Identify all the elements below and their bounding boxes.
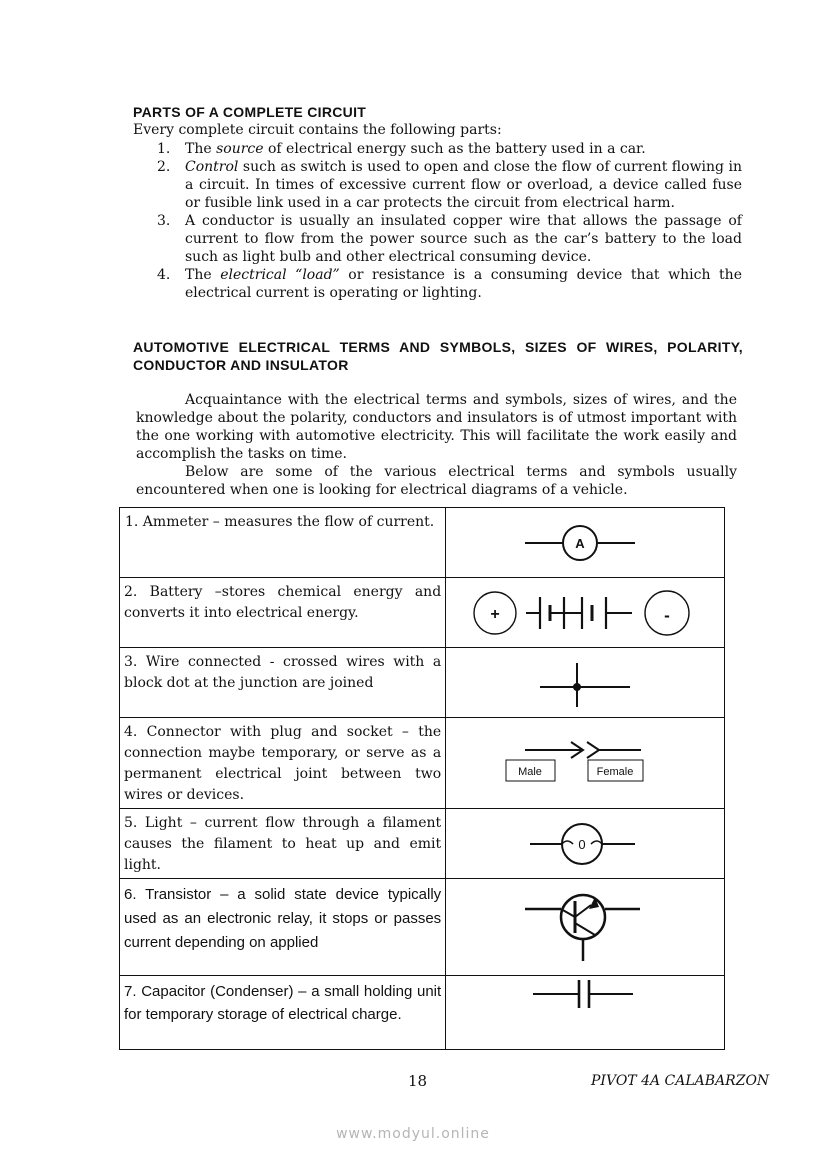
paragraph: Below are some of the various electrical terms and symbols usually encountered when one is looking for electrical diagrams of a vehicle. [136, 464, 737, 498]
symbol-cell [446, 648, 725, 718]
symbol-cell [446, 578, 725, 648]
list-item: 4. The electrical “load” or resistance is a consuming device that which the electrical current is operating or lighting. [157, 267, 742, 301]
symbol-cell [446, 879, 725, 976]
transistor-icon [505, 887, 665, 967]
parts-list [157, 140, 742, 302]
symbol-cell [446, 718, 725, 809]
term-description: 4. Connector with plug and socket – the connection maybe temporary, or serve as a permanent electrical joint between two wires or devices. [120, 718, 446, 809]
capacitor-icon [505, 978, 665, 1018]
connector-icon [475, 728, 695, 798]
ammeter-label: A [575, 535, 585, 551]
list-item: 3. A conductor is usually an insulated copper wire that allows the passage of current to flow from the power source such as the car’s battery to the load such as light bulb and other electrical consuming device. [157, 213, 742, 265]
table-row [120, 976, 725, 1050]
table-row [120, 648, 725, 718]
symbol-cell [446, 809, 725, 879]
term-description: 7. Capacitor (Condenser) – a small holding unit for temporary storage of electrical charge. [120, 976, 446, 1050]
watermark: www.modyul.online [336, 1126, 490, 1142]
section-heading-parts: PARTS OF A COMPLETE CIRCUIT [133, 104, 367, 120]
term-description: 2. Battery –stores chemical energy and converts it into electrical energy. [120, 578, 446, 648]
table-row [120, 809, 725, 879]
lamp-icon [505, 816, 665, 872]
symbol-cell [446, 508, 725, 578]
battery-icon [470, 585, 700, 641]
battery-negative-label: - [664, 605, 670, 625]
list-item: 2. Control such as switch is used to open and close the flow of current flowing in a circuit. In times of excessive current flow or overload, a device called fuse or fusible link used in a car protects the circuit from electrical harm. [157, 159, 742, 211]
list-item: 1. The source of electrical energy such as the battery used in a car. [157, 141, 646, 157]
page-number: 18 [408, 1072, 428, 1090]
symbol-cell [446, 976, 725, 1050]
table-row [120, 718, 725, 809]
paragraph: Acquaintance with the electrical terms and symbols, sizes of wires, and the knowledge about the polarity, conductors and insulators is of utmost important with the one working with automotive electricity. This will facilitate the work easily and accomplish the tasks on time. [136, 392, 737, 462]
battery-positive-label: + [490, 605, 500, 623]
table-row [120, 508, 725, 578]
table-row [120, 879, 725, 976]
term-description: 6. Transistor – a solid state device typically used as an electronic relay, it stops or passes current depending on applied [120, 879, 446, 976]
male-label: Male [518, 766, 542, 778]
section-heading-terms: AUTOMOTIVE ELECTRICAL TERMS AND SYMBOLS, SIZES OF WIRES, POLARITY, CONDUCTOR AND INSULATOR [133, 339, 743, 373]
table-row [120, 578, 725, 648]
section-intro: Every complete circuit contains the following parts: [133, 122, 502, 138]
female-label: Female [596, 766, 634, 778]
footer-brand: PIVOT 4A CALABARZON [591, 1073, 770, 1089]
wire-junction-icon [505, 655, 665, 711]
lamp-filament-label: 0 [578, 836, 586, 852]
ammeter-icon [505, 513, 665, 573]
terms-table [119, 507, 725, 1050]
term-description: 3. Wire connected - crossed wires with a block dot at the junction are joined [120, 648, 446, 718]
term-description: 5. Light – current flow through a filament causes the filament to heat up and emit light. [120, 809, 446, 879]
term-description: 1. Ammeter – measures the flow of current. [120, 508, 446, 578]
